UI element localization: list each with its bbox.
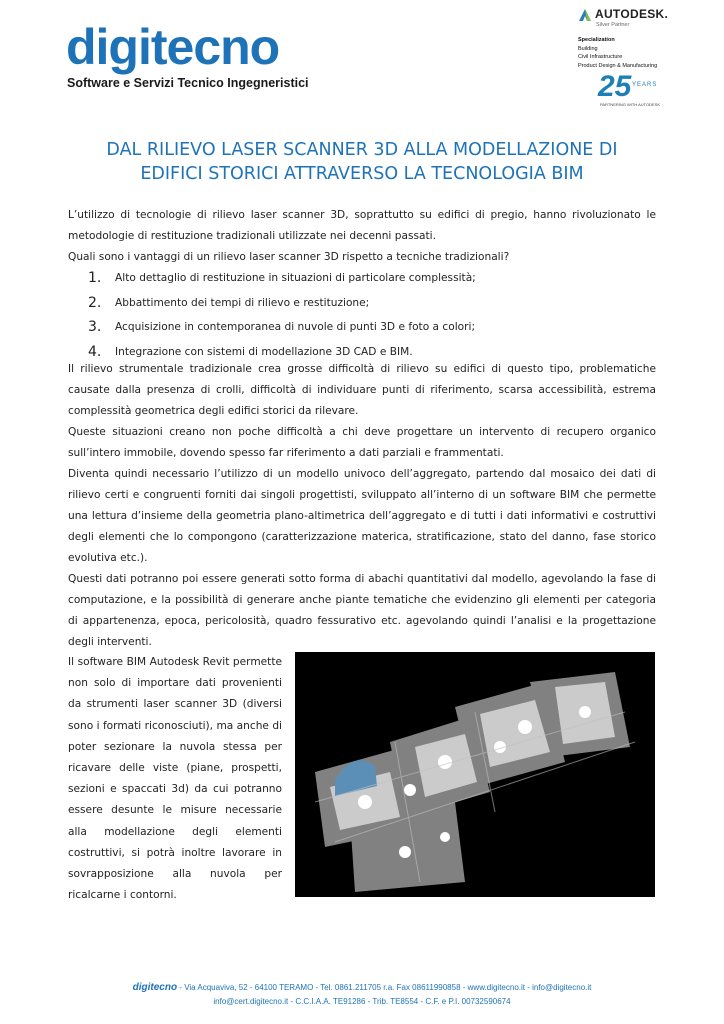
years-number: 25: [598, 70, 632, 103]
autodesk-name: AUTODESK.: [595, 7, 669, 21]
specialization-list: [578, 36, 657, 70]
specialization-item: Product Design & Manufacturing: [578, 62, 658, 69]
company-logo: digitecno: [66, 19, 280, 75]
list-text: Integrazione con sistemi di modellazione 3D CAD e BIM.: [115, 345, 413, 358]
body-paragraph: Diventa quindi necessario l’utilizzo di un modello univoco dell’aggregato, partendo dal mosaico dei dati di rilievo certi e congruenti forniti dai singoli progettisti, sviluppato all’interno di un software BIM che permette una lettura d’insieme della geometria plano-altimetrica dell’aggregato e di tutti i dati informativi e costruttivi degli elementi che lo compongono (caratterizzazione materica, stratificazione, stato del danno, fase storico evolutiva etc.).: [68, 468, 656, 564]
list-item: [88, 291, 648, 316]
footer-brand: digitecno: [132, 982, 178, 993]
body-paragraph: Il rilievo strumentale tradizionale crea grosse difficoltà di rilievo su edifici di questo tipo, problematiche causate dalla presenza di crolli, difficoltà di individuare punti di riferimento, scarsa accessibilità, estrema complessità geometrica degli edifici storici da rilevare.: [68, 363, 656, 417]
specialization-item: Building: [578, 45, 598, 52]
list-text: Alto dettaglio di restituzione in situazioni di particolare complessità;: [115, 272, 476, 284]
autodesk-partner-badge: [578, 6, 708, 111]
point-cloud-image: [295, 652, 655, 897]
document-title: [40, 138, 684, 186]
list-item: [88, 266, 648, 291]
specialization-item: Civil Infrastructure: [578, 54, 623, 60]
body-paragraph: Questi dati potranno poi essere generati sotto forma di abachi quantitativi dal modello, agevolando la fase di computazione, e la possibilità di generare anche piante tematiche che evidenzino gli elementi per categoria di appartenenza, epoca, pericolosità, quadro fessurativo etc. agevolando quindi l’analisi e la progettazione degli interventi.: [68, 573, 656, 648]
list-text: Acquisizione in contemporanea di nuvole di punti 3D e foto a colori;: [115, 321, 476, 333]
list-number: 1.: [88, 270, 102, 286]
title-line: EDIFICI STORICI ATTRAVERSO LA TECNOLOGIA BIM: [140, 164, 584, 184]
body-paragraph: Queste situazioni creano non poche difficoltà a chi deve progettare un intervento di recupero organico sull’intero immobile, dovendo spesso far riferimento a dati parziali e frammentati.: [68, 426, 656, 459]
specialization-heading: Specialization: [578, 37, 615, 43]
partner-tier: Silver Partner: [596, 22, 630, 28]
intro-text: [68, 205, 656, 268]
list-number: 4.: [88, 343, 102, 360]
intro-paragraph: L’utilizzo di tecnologie di rilievo laser scanner 3D, soprattutto su edifici di pregio, hanno rivoluzionato le metodologie di restituzione tradizionali utilizzate nei decenni passati.: [68, 209, 656, 242]
footer-line: [0, 981, 724, 995]
years-badge: [598, 70, 666, 108]
revit-paragraph: Il software BIM Autodesk Revit permette non solo di importare dati provenienti da strumenti laser scanner 3D (diversi sono i formati riconosciuti), ma anche di poter sezionare la nuvola stessa per ricavare delle viste (piane, prospetti, sezioni e spaccati 3d) da cui potranno essere desunte le misure necessarie alla modellazione degli elementi costruttivi, si potrà inoltre lavorare in sovrapposizione alla nuvola per ricalcarne i contorni.: [68, 656, 282, 902]
list-item: [88, 315, 648, 340]
autodesk-logo-icon: [578, 8, 592, 22]
body-text: [68, 359, 656, 653]
company-tagline: Software e Servizi Tecnico Ingegneristici: [67, 76, 309, 90]
page-footer: [0, 981, 724, 1009]
list-number: 2.: [88, 294, 102, 311]
footer-line: info@cert.digitecno.it - C.C.I.A.A. TE91286 - Trib. TE8554 - C.F. e P.I. 00732590674: [213, 997, 511, 1006]
title-line: DAL RILIEVO LASER SCANNER 3D ALLA MODELLAZIONE DI: [106, 140, 618, 160]
footer-address: - Via Acquaviva, 52 - 64100 TERAMO - Tel. 0861.211705 r.a. Fax 08611990858 - www.digitecno.it - info@digitecno.it: [177, 983, 592, 992]
list-text: Abbattimento dei tempi di rilievo e restituzione;: [115, 296, 370, 309]
advantages-list: [88, 266, 648, 364]
years-word: YEARS: [632, 82, 658, 88]
list-number: 3.: [88, 319, 102, 335]
years-tagline: PARTNERING WITH AUTODESK: [600, 102, 661, 107]
intro-question: Quali sono i vantaggi di un rilievo laser scanner 3D rispetto a tecniche tradizionali?: [68, 251, 510, 263]
